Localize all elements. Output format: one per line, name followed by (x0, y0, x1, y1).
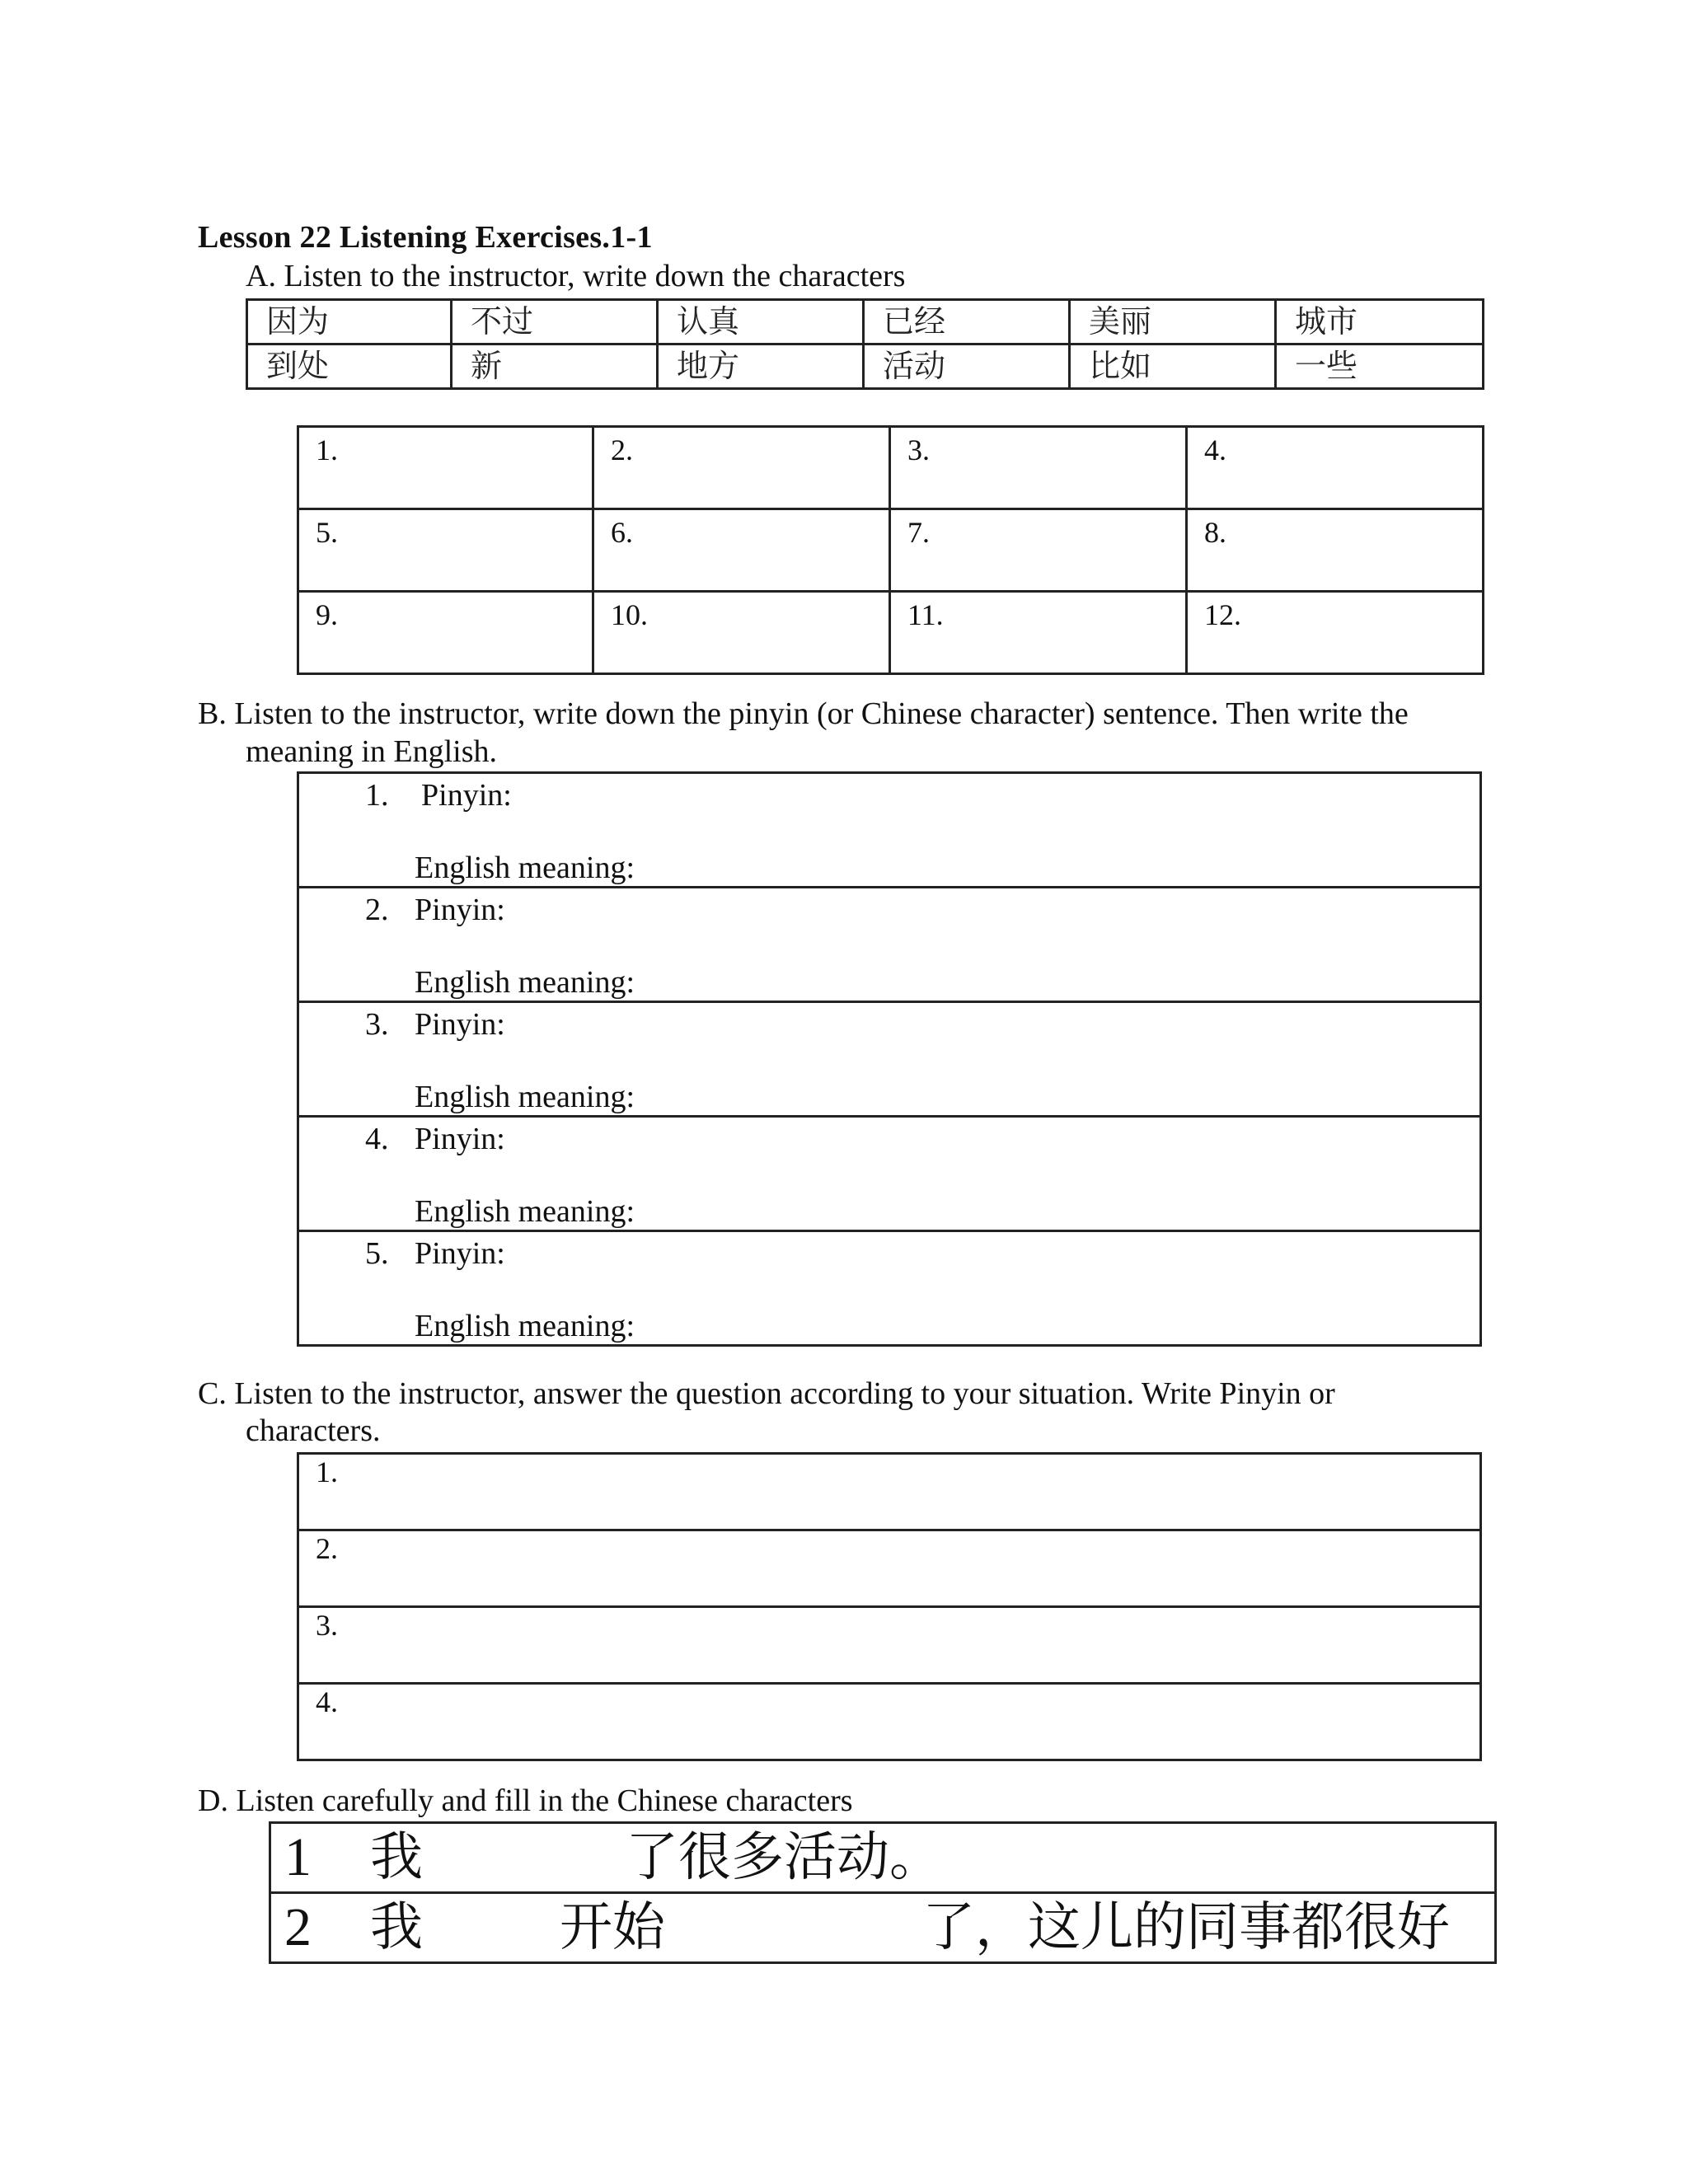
sentence-answer-box[interactable] (298, 888, 1481, 1002)
answer-cell[interactable]: 12. (1187, 592, 1484, 674)
question-row (298, 1530, 1481, 1607)
item-number: 2. (365, 893, 389, 927)
vocab-cell: 活动 (864, 344, 1070, 389)
sentence-answer-box[interactable] (298, 1117, 1481, 1231)
vocab-cell: 一些 (1276, 344, 1484, 389)
vocab-table (246, 298, 1484, 390)
pinyin-label: Pinyin: (415, 1122, 505, 1156)
sentence-fragment: 了很多活动。 (626, 1827, 942, 1888)
item-number: 1. (365, 778, 389, 813)
vocab-cell: 已经 (864, 300, 1070, 344)
answer-cell[interactable]: 11. (890, 592, 1187, 674)
question-answer-grid (297, 1452, 1482, 1761)
pinyin-label: Pinyin: (415, 1236, 505, 1271)
pinyin-label: Pinyin: (415, 893, 505, 927)
sentence-answer-grid (297, 771, 1482, 1347)
sentence-row (298, 1231, 1481, 1346)
vocab-cell: 地方 (658, 344, 864, 389)
answer-row (298, 427, 1484, 509)
vocab-cell: 认真 (658, 300, 864, 344)
pinyin-label: Pinyin: (415, 1007, 505, 1042)
question-answer-box[interactable]: 2. (298, 1530, 1481, 1607)
vocab-cell: 不过 (452, 300, 658, 344)
answer-cell[interactable]: 3. (890, 427, 1187, 509)
english-meaning-label: English meaning: (415, 1309, 635, 1343)
item-number: 4. (365, 1122, 389, 1156)
fill-row (270, 1823, 1496, 1893)
sentence-answer-box[interactable] (298, 1231, 1481, 1346)
sentence-row (298, 1002, 1481, 1117)
vocab-cell: 到处 (247, 344, 452, 389)
section-b-instruction-line2: meaning in English. (246, 734, 498, 769)
section-b-instruction-line1: B. Listen to the instructor, write down the pinyin (or Chinese character) sentence. Then write the (198, 696, 1409, 731)
answer-cell[interactable]: 10. (593, 592, 890, 674)
answer-cell[interactable]: 5. (298, 509, 593, 592)
answer-row (298, 592, 1484, 674)
sentence-row (298, 888, 1481, 1002)
vocab-cell: 因为 (247, 300, 452, 344)
answer-cell[interactable]: 6. (593, 509, 890, 592)
answer-row (298, 509, 1484, 592)
sentence-answer-box[interactable] (298, 1002, 1481, 1117)
sentence-row (298, 1117, 1481, 1231)
question-answer-box[interactable]: 1. (298, 1454, 1481, 1530)
fill-in-grid (269, 1821, 1497, 1964)
answer-cell[interactable]: 7. (890, 509, 1187, 592)
answer-cell[interactable]: 2. (593, 427, 890, 509)
vocab-cell: 美丽 (1070, 300, 1276, 344)
page-title: Lesson 22 Listening Exercises.1-1 (198, 220, 653, 255)
answer-cell[interactable]: 9. (298, 592, 593, 674)
sentence-fragment: 我 (370, 1897, 423, 1958)
item-number: 2 (284, 1897, 312, 1957)
vocab-cell: 城市 (1276, 300, 1484, 344)
item-number: 5. (365, 1236, 389, 1271)
section-c-instruction-line1: C. Listen to the instructor, answer the question according to your situation. Write Pinyin or (198, 1376, 1335, 1411)
english-meaning-label: English meaning: (415, 851, 635, 885)
question-answer-box[interactable]: 3. (298, 1607, 1481, 1684)
section-a-heading: A. Listen to the instructor, write down the characters (246, 259, 906, 293)
fill-row (270, 1893, 1496, 1963)
vocab-row (247, 344, 1484, 389)
sentence-row (298, 773, 1481, 888)
answer-cell[interactable]: 8. (1187, 509, 1484, 592)
english-meaning-label: English meaning: (415, 1194, 635, 1229)
answer-cell[interactable]: 4. (1187, 427, 1484, 509)
section-d-heading: D. Listen carefully and fill in the Chinese characters (198, 1783, 853, 1818)
english-meaning-label: English meaning: (415, 1080, 635, 1114)
sentence-fragment: 我 (370, 1827, 423, 1888)
sentence-answer-box[interactable] (298, 773, 1481, 888)
sentence-fragment: 开始 (560, 1897, 665, 1958)
vocab-cell: 新 (452, 344, 658, 389)
english-meaning-label: English meaning: (415, 965, 635, 1000)
vocab-row (247, 300, 1484, 344)
fill-in-box[interactable] (270, 1893, 1496, 1963)
fill-in-box[interactable] (270, 1823, 1496, 1893)
answer-cell[interactable]: 1. (298, 427, 593, 509)
question-row (298, 1607, 1481, 1684)
character-answer-grid (297, 425, 1484, 675)
pinyin-label: Pinyin: (421, 778, 512, 813)
item-number: 1 (284, 1827, 312, 1887)
vocab-cell: 比如 (1070, 344, 1276, 389)
sentence-fragment: 了，这儿的同事都很好 (922, 1897, 1450, 1958)
section-c-instruction-line2: characters. (246, 1413, 381, 1448)
question-answer-box[interactable]: 4. (298, 1684, 1481, 1760)
item-number: 3. (365, 1007, 389, 1042)
question-row (298, 1684, 1481, 1760)
question-row (298, 1454, 1481, 1530)
